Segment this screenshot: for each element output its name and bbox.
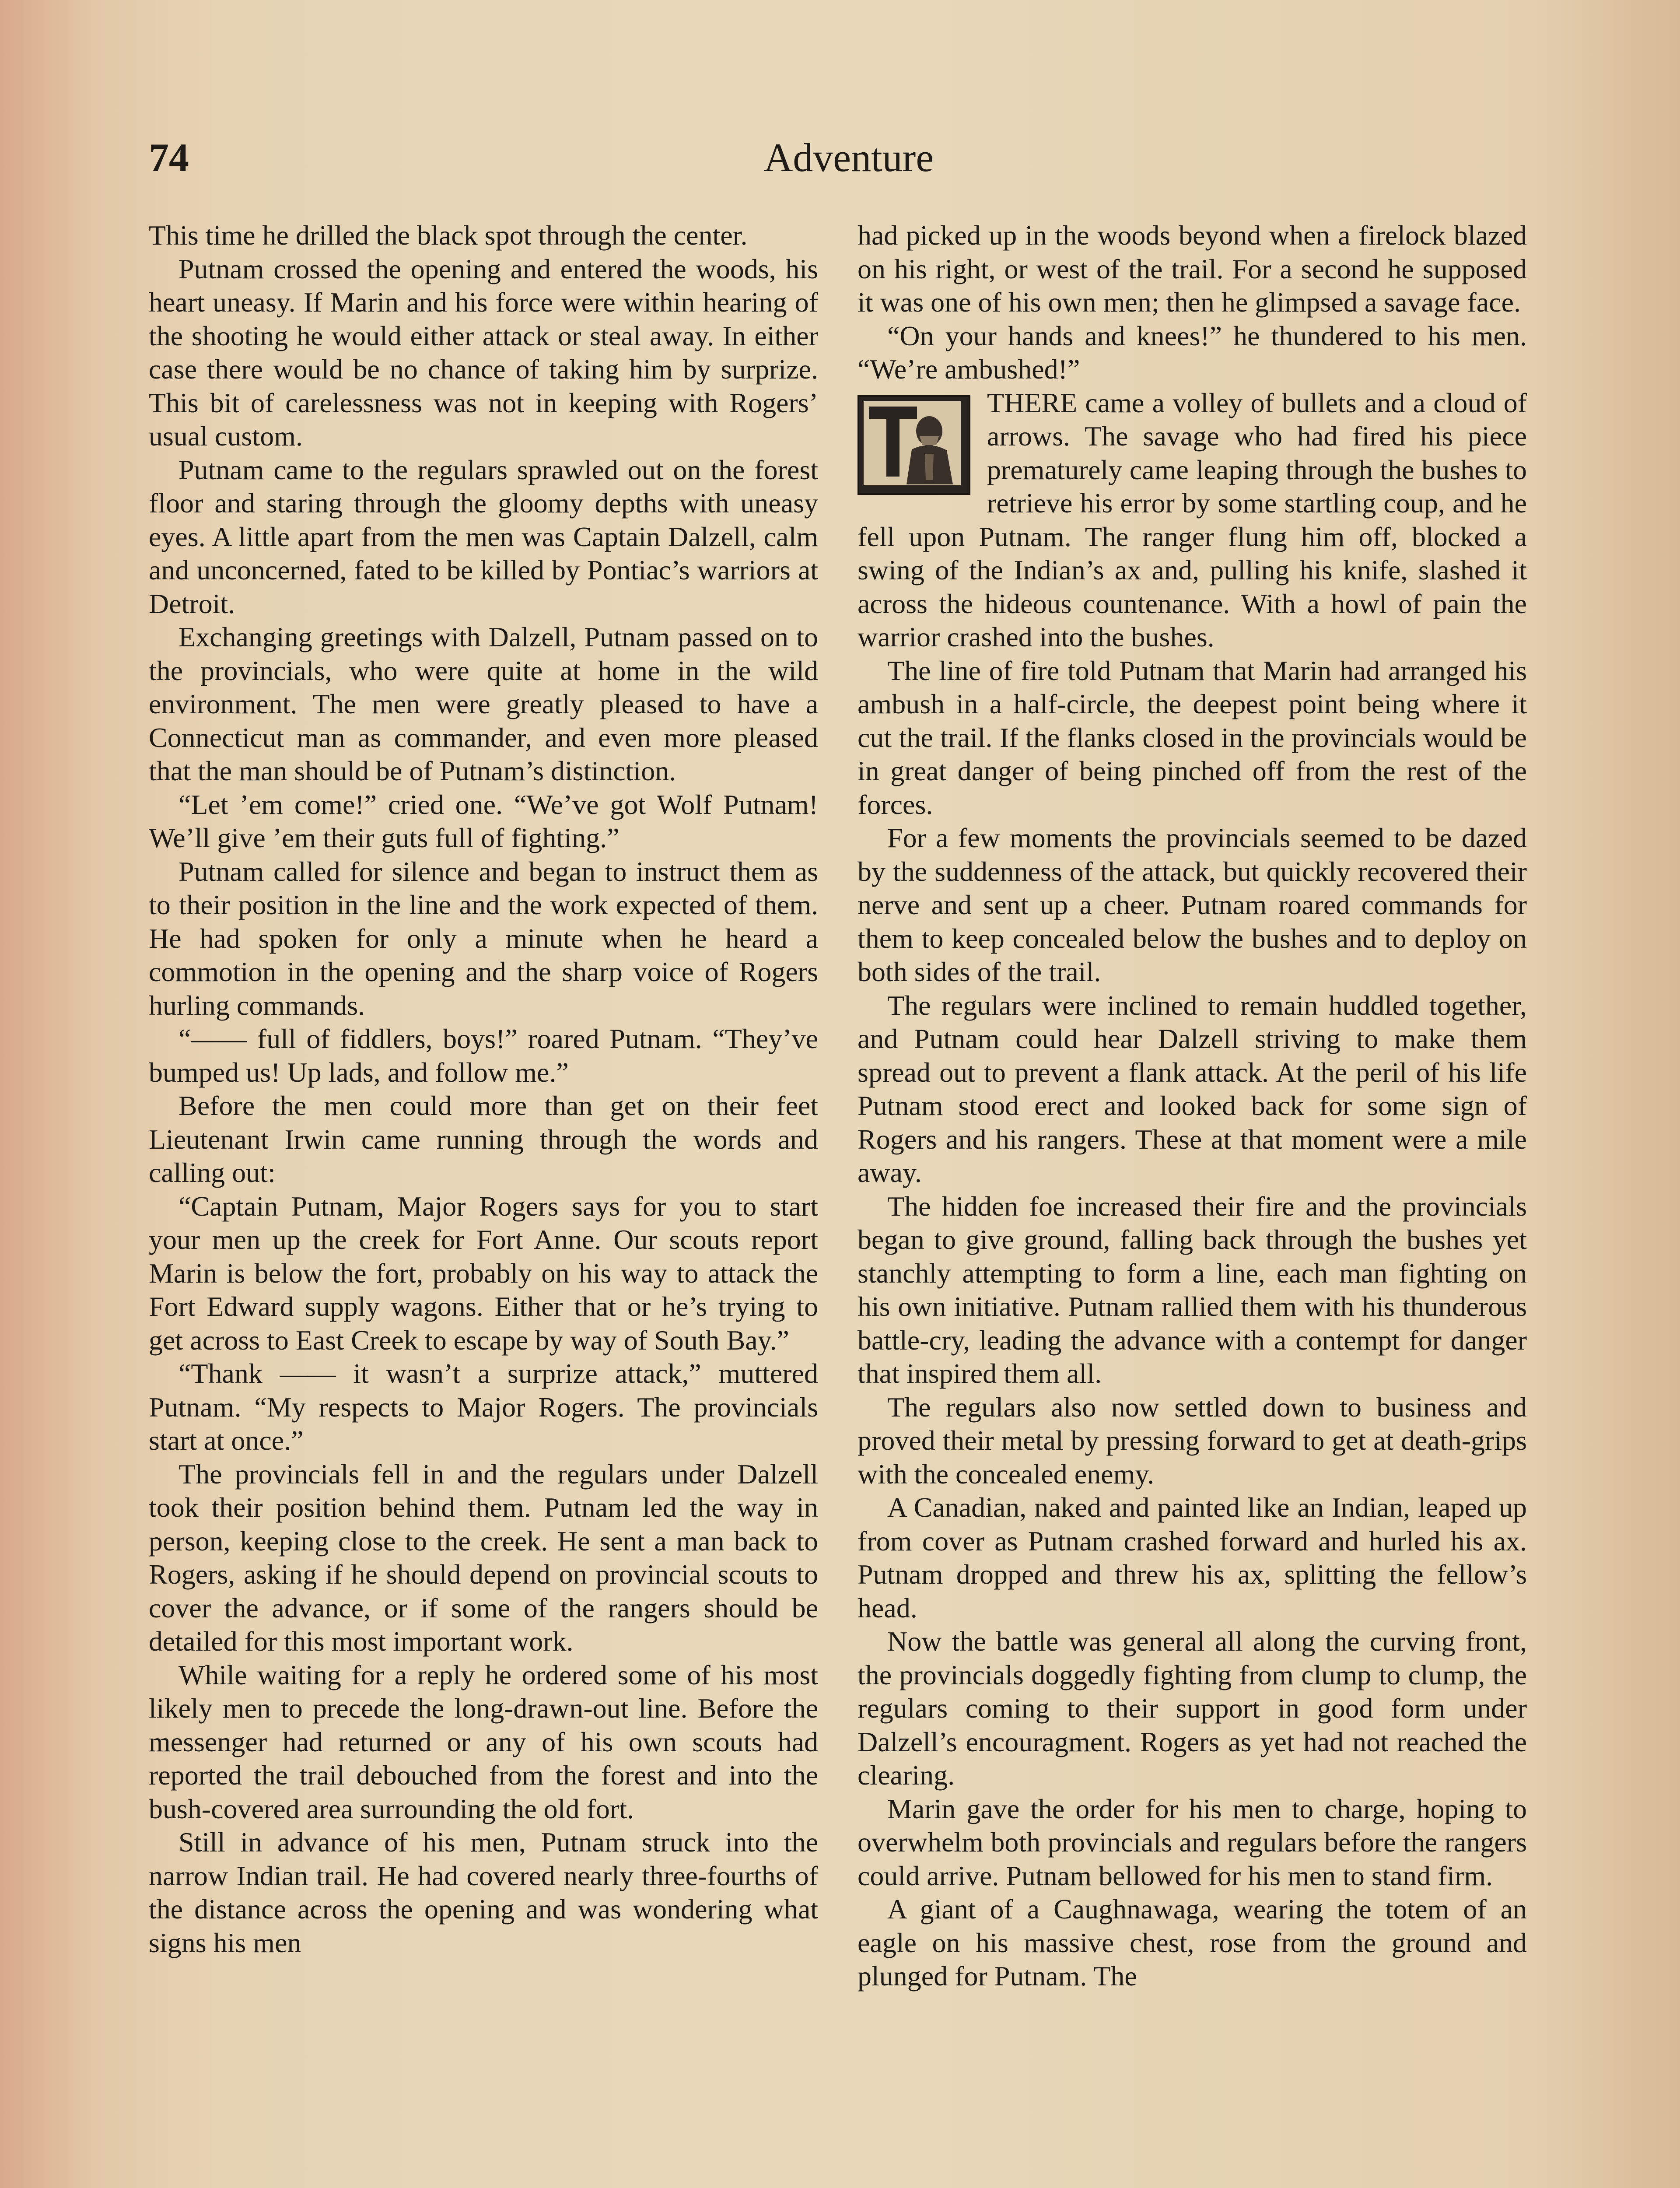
paragraph: The hidden foe increased their fire and the provincials began to give ground, falling back through the bushes yet stanchly attempting to form a line, each man fighting on his own initiative. Putnam rallied them with his thunderous battle-cry, leading the advance with a contempt for danger that inspired them all. (858, 1190, 1527, 1389)
page-number: 74 (149, 135, 189, 180)
right-text-column (858, 219, 1527, 2188)
paragraph: “Thank —— it wasn’t a surprize attack,” muttered Putnam. “My respects to Major Rogers. The provincials start at once.” (149, 1358, 818, 1456)
paragraph: For a few moments the provincials seemed to be dazed by the suddenness of the attack, but quickly recovered their nerve and sent up a cheer. Putnam roared commands for them to keep concealed below the bushes and to deploy on both sides of the trail. (858, 822, 1527, 987)
paragraph: “Captain Putnam, Major Rogers says for you to start your men up the creek for Fort Anne. Our scouts report Marin is below the fort, probably on his way to attack the Fort Edward supply wagons. Either that or he’s trying to get across to East Creek to escape by way of South Bay.” (149, 1190, 818, 1356)
paragraph: This time he drilled the black spot through the center. (149, 220, 748, 251)
paragraph: Before the men could more than get on their feet Lieutenant Irwin came running through the words and calling out: (149, 1090, 818, 1188)
drop-cap-illustration (858, 395, 976, 497)
paragraph: While waiting for a reply he ordered some of his most likely men to precede the long-drawn-out line. Before the messenger had returned or any of his own scouts had reported the trail debouched from the forest and into the bush-covered area surrounding the old fort. (149, 1659, 818, 1824)
paragraph: “On your hands and knees!” he thundered to his men. “We’re ambushed!” (858, 320, 1527, 385)
paragraph: A Canadian, naked and painted like an Indian, leaped up from cover as Putnam crashed forward and hurled his ax. Putnam dropped and threw his ax, splitting the fellow’s head. (858, 1492, 1527, 1623)
warrior-figure-icon (859, 397, 965, 490)
paragraph: Putnam came to the regulars sprawled out on the forest floor and staring through the gloomy depths with uneasy eyes. A little apart from the men was Captain Dalzell, calm and unconcerned, fated to be killed by Pontiac’s warriors at Detroit. (149, 454, 818, 619)
paragraph: Exchanging greetings with Dalzell, Putnam passed on to the provincials, who were quite at home in the wild environment. The men were greatly pleased to have a Connecticut man as commander, and even more pleased that the man should be of Putnam’s distinction. (149, 621, 818, 786)
paragraph: The regulars also now settled down to business and proved their metal by pressing forward to get at death-grips with the concealed enemy. (858, 1391, 1527, 1490)
paragraph: Now the battle was general all along the curving front, the provincials doggedly fighting from clump to clump, the regulars coming to their support in good form under Dalzell’s encouragment. Rogers as yet had not reached the clearing. (858, 1626, 1527, 1791)
paragraph: Putnam called for silence and began to instruct them as to their position in the line and the work expected of them. He had spoken for only a minute when he heard a commotion in the opening and the sharp voice of Rogers hurling commands. (149, 856, 818, 1021)
paragraph: Putnam crossed the opening and entered the woods, his heart uneasy. If Marin and his force were within hearing of the shooting he would either attack or steal away. In either case there would be no chance of taking him by surprize. This bit of carelessness was not in keeping with Rogers’ usual custom. (149, 253, 818, 452)
paragraph: The regulars were inclined to remain huddled together, and Putnam could hear Dalzell striving to make them spread out to prevent a flank attack. At the peril of his life Putnam stood erect and looked back for some sign of Rogers and his rangers. These at that moment were a mile away. (858, 989, 1527, 1188)
drop-cap-paragraph: THERE came a volley of bullets and a cloud of arrows. The savage who had fired his piece prematurely came leaping through the bushes to retrieve his error by some startling coup, and he fell upon Putnam. The ranger flung him off, blocked a swing of the Indian’s ax and, pulling his knife, slashed it across the hideous countenance. With a howl of pain the warrior crashed into the bushes. (858, 387, 1527, 652)
left-text-column (149, 219, 818, 2188)
page-header (149, 127, 1549, 188)
paragraph: Still in advance of his men, Putnam struck into the narrow Indian trail. He had covered nearly three-fourths of the distance across the opening and was wondering what signs his men (149, 1827, 818, 1958)
paragraph: The line of fire told Putnam that Marin had arranged his ambush in a half-circle, the deepest point being where it cut the trail. If the flanks closed in the provincials would be in great danger of being pinched off from the rest of the forces. (858, 655, 1527, 820)
paragraph: Marin gave the order for his men to charge, hoping to overwhelm both provincials and regulars before the rangers could arrive. Putnam bellowed for his men to stand firm. (858, 1793, 1527, 1891)
paragraph: A giant of a Caughnawaga, wearing the totem of an eagle on his massive chest, rose from the ground and plunged for Putnam. The (858, 1893, 1527, 1992)
running-head-title: Adventure (763, 135, 934, 180)
paragraph: “Let ’em come!” cried one. “We’ve got Wolf Putnam! We’ll give ’em their guts full of fighting.” (149, 789, 818, 853)
paragraph: The provincials fell in and the regulars under Dalzell took their position behind them. Putnam led the way in person, keeping close to the creek. He sent a man back to Rogers, asking if he should depend on provincial scouts to cover the advance, or if some of the rangers should be detailed for this most important work. (149, 1458, 818, 1657)
paragraph: had picked up in the woods beyond when a firelock blazed on his right, or west of the trail. For a second he supposed it was one of his own men; then he glimpsed a savage face. (858, 220, 1527, 318)
paragraph: “—— full of fiddlers, boys!” roared Putnam. “They’ve bumped us! Up lads, and follow me.” (149, 1023, 818, 1088)
illustrated-initial-t (858, 395, 970, 495)
